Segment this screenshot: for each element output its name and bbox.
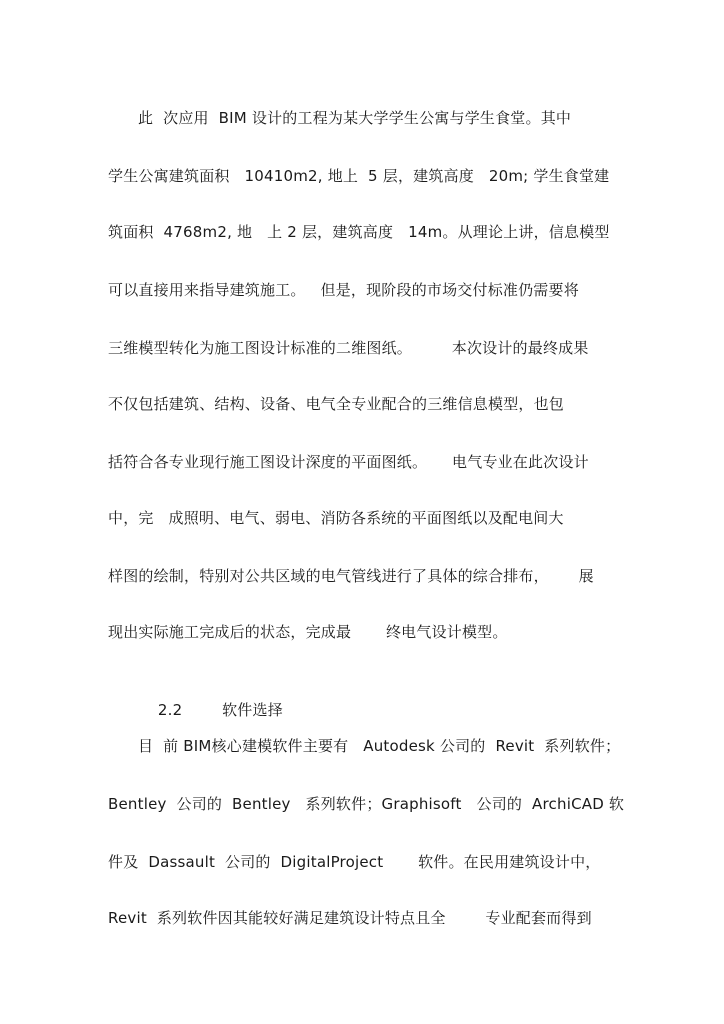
paragraph-line: 此 次应用 BIM 设计的工程为某大学学生公寓与学生食堂。其中 (138, 109, 572, 127)
paragraph-line: 不仅包括建筑、结构、设备、电气全专业配合的三维信息模型，也包 (108, 395, 565, 413)
paragraph-line: 现出实际施工完成后的状态，完成最 终电气设计模型。 (108, 623, 508, 641)
paragraph-line: 三维模型转化为施工图设计标准的二维图纸。 本次设计的最终成果 (108, 339, 589, 357)
section-number: 2.2 (157, 701, 183, 719)
paragraph-line: 件及 Dassault 公司的 DigitalProject 软件。在民用建筑设计中， (108, 853, 601, 871)
paragraph-line: 样图的绘制，特别对公共区域的电气管线进行了具体的综合排布， 展 (108, 567, 594, 585)
paragraph-line: 目 前 BIM核心建模软件主要有 Autodesk 公司的 Revit 系列软件； (138, 737, 621, 755)
paragraph-line: 学生公寓建筑面积 10410m2, 地上 5 层，建筑高度 20m; 学生食堂建 (108, 167, 610, 185)
paragraph-line: 筑面积 4768m2, 地 上 2 层，建筑高度 14m。从理论上讲，信息模型 (108, 223, 610, 241)
paragraph-line: 中，完 成照明、电气、弱电、消防各系统的平面图纸以及配电间大 (108, 509, 564, 527)
paragraph-line: Bentley 公司的 Bentley 系列软件；Graphisoft 公司的 ArchiCAD 软 (108, 795, 625, 813)
paragraph-line: 括符合各专业现行施工图设计深度的平面图纸。 电气专业在此次设计 (108, 453, 589, 471)
paragraph-line: 可以直接用来指导建筑施工。 但是，现阶段的市场交付标准仍需要将 (108, 281, 579, 299)
section-heading (138, 680, 650, 740)
section-title: 软件选择 (222, 701, 283, 719)
paragraph-line: Revit 系列软件因其能较好满足建筑设计特点且全 专业配套而得到 (108, 909, 592, 927)
